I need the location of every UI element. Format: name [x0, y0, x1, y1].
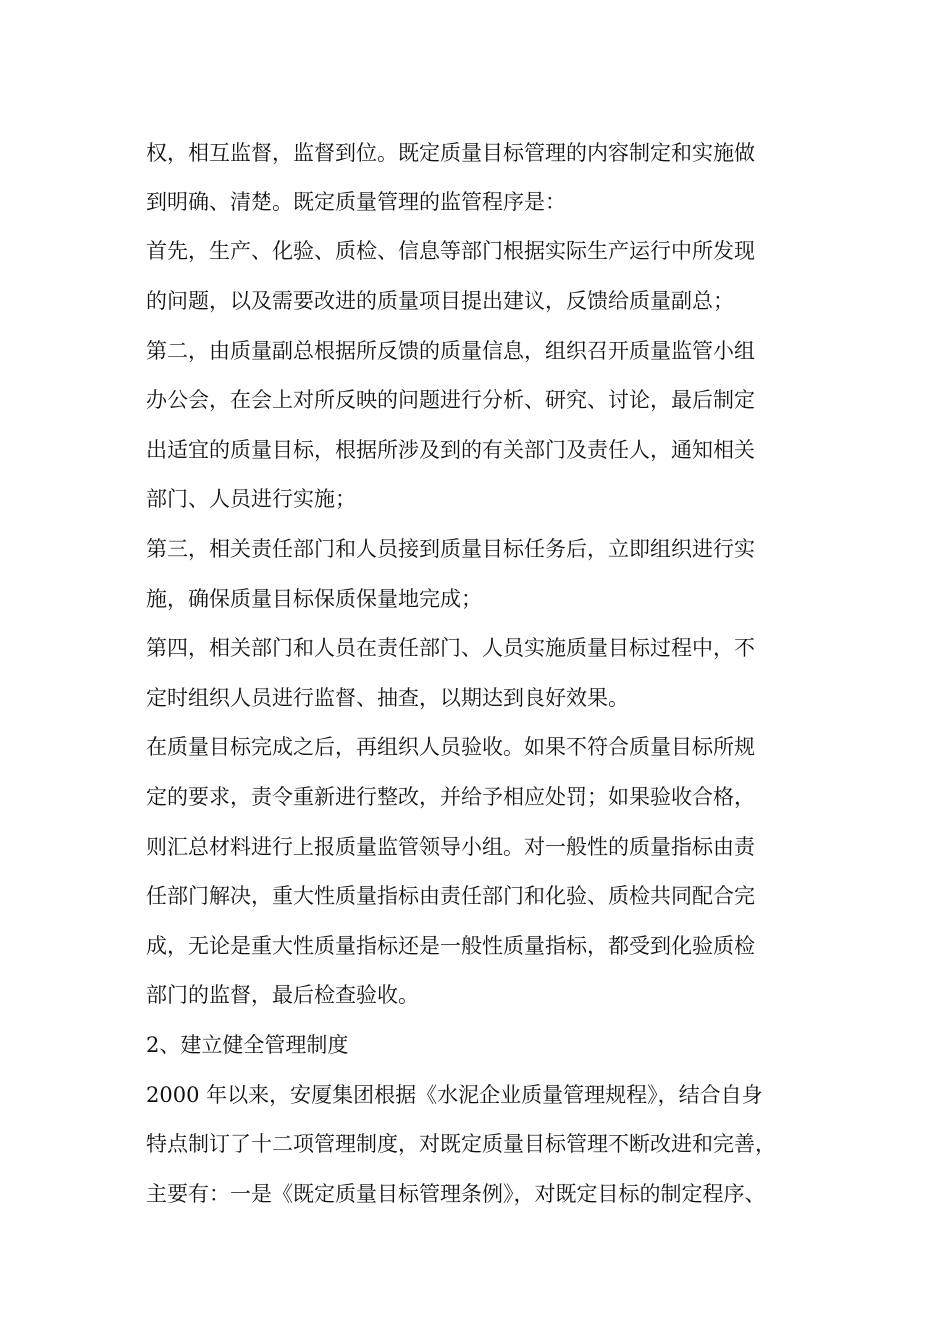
text-line: 权，相互监督，监督到位。既定质量目标管理的内容制定和实施做	[146, 141, 755, 165]
text-line: 出适宜的质量目标，根据所涉及到的有关部门及责任人，通知相关	[146, 438, 755, 462]
text-line: 成，无论是重大性质量指标还是一般性质量指标，都受到化验质检	[146, 934, 755, 958]
text-line: 施，确保质量目标保质保量地完成；	[146, 587, 482, 611]
text-line: 部门、人员进行实施；	[146, 487, 356, 511]
text-line: 的问题，以及需要改进的质量项目提出建议，反馈给质量副总；	[146, 289, 734, 313]
text-line: 首先，生产、化验、质检、信息等部门根据实际生产运行中所发现	[146, 239, 755, 263]
text-line: 在质量目标完成之后，再组织人员验收。如果不符合质量目标所规	[146, 735, 755, 759]
text-line: 任部门解决，重大性质量指标由责任部门和化验、质检共同配合完	[146, 884, 755, 908]
text-line: 部门的监督，最后检查验收。	[146, 983, 419, 1007]
text-line: 到明确、清楚。既定质量管理的监管程序是：	[146, 190, 566, 214]
text-line: 第二，由质量副总根据所反馈的质量信息，组织召开质量监管小组	[146, 339, 755, 363]
section-heading: 2、建立健全管理制度	[146, 1033, 349, 1057]
text-line: 2000 年以来，安厦集团根据《水泥企业质量管理规程》，结合自身	[146, 1083, 763, 1107]
text-line: 第三，相关责任部门和人员接到质量目标任务后，立即组织进行实	[146, 537, 755, 561]
text-line: 定的要求，责令重新进行整改，并给予相应处罚；如果验收合格，	[146, 785, 755, 809]
text-line: 定时组织人员进行监督、抽查，以期达到良好效果。	[146, 686, 629, 710]
text-line: 第四，相关部门和人员在责任部门、人员实施质量目标过程中，不	[146, 636, 755, 660]
text-line: 办公会，在会上对所反映的问题进行分析、研究、讨论，最后制定	[146, 388, 755, 412]
text-line: 特点制订了十二项管理制度，对既定质量目标管理不断改进和完善，	[146, 1132, 776, 1156]
text-line: 则汇总材料进行上报质量监管领导小组。对一般性的质量指标由责	[146, 835, 755, 859]
text-line: 主要有：一是《既定质量目标管理条例》，对既定目标的制定程序、	[146, 1182, 766, 1206]
